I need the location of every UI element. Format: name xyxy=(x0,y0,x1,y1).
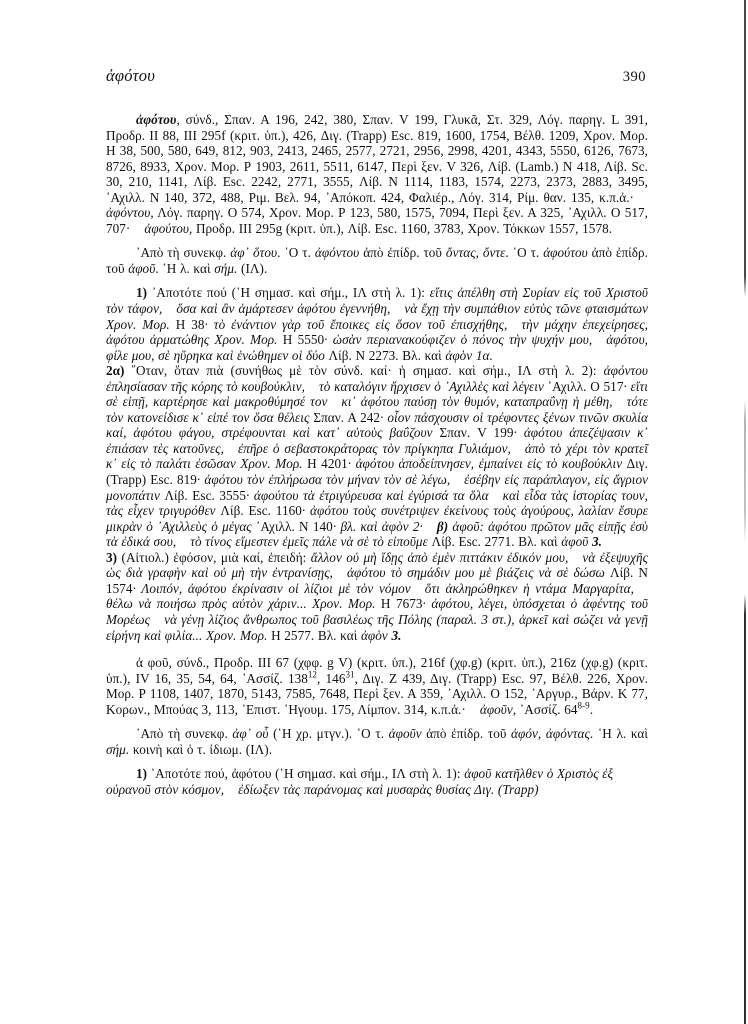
entry-afotou-sense-3: 3) (Αἰτιολ.) ἐφόσον, μιὰ καί, ἐπειδή: ἄλλον οὐ μὴ ἴδῃς ἀπὸ ἐμὲν πιττάκιν ἐδικόν μου, νὰ ἐξεψυχῆς ὡς διὰ γραφὴν καὶ οὐ μὴ τὴν ἐντρανίσῃς, ἀφότου τὸ σημάδιν μου μὲ βιάζεις νὰ σὲ δώσω Λίβ. Ν 1574· Λοιπόν, ἀφότου ἐκρίνασιν οἱ λίζιοι μὲ τὸν νόμον ὅτι ἀκληρώθηκεν ἡ ντάμα Μαργαρίτα,θέλω νὰ ποιήσω πρὸς αὐτὸν χάριν... Χρον. Μορ. Η 7673· ἀφότου, λέγει, ὑπόσχεται ὁ ἀφέντης τοῦ Μορέως νὰ γένῃ λίζιος ἄνθρωπος τοῦ βασιλέως τῆς Πόλης (παραλ. 3 στ.), ἀρκεῖ καὶ σώζει νὰ γενῇ εἰρήνη καὶ φιλία... Χρον. Μορ. Η 2577. Βλ. καὶ ἀφὸν 3. xyxy=(106,549,649,643)
entry-afotou-sense-2a: 2α) ῞Οταν, ὅταν πιὰ (συνήθως μὲ τὸν σύνδ. καί· ἡ σημασ. καὶ σήμ., ΙΛ στὴ λ. 2): ἀφόντου ἐπλησίασαν τῆς κόρης τὸ κουβούκλιν, τὸ καταλόγιν ἤρχισεν ὁ ᾿Αχιλλὲς καὶ λέγειν ᾿Αχιλλ. Ο 517· εἴτι σὲ εἰπῇ, καρτέρησε καὶ μακροθύμησέ τον κι᾿ ἀφότου παύσῃ τὸν θυμόν, καταπραΰνῃ ἡ μέθη, τότε τὸν κατονείδισε κ᾿ εἰπέ τον ὅσα θέλεις Σπαν. Α 242· οἷον πάσχουσιν οἱ τρέφοντες ξένων τινῶν σκυλία καί, ἀφότου φάγου, στρέφουνται καὶ κατ᾿ αὐτοὺς βαΰζουν Σπαν. V 199· ἀφότου ἀπεζέψασιν κ᾿ ἐπιάσαν τὲς κατοῦνες, ἐπῆρε ὁ σεβαστοκράτορας τὸν πρίγκηπα Γυλιάμον, ἀπὸ τὸ χέρι τὸν κρατεῖ κ᾿ εἰς τὸ παλάτι ἐσῶσαν Χρον. Μορ. Η 4201· ἀφότου ἀποδείπνησεν, ἐμπαίνει εἰς τὸ κουβούκλιν Διγ. (Trapp) Esc. 819· ἀφότου τὸν ἐπλήρωσα τὸν μήναν τὸν σὲ λέγω, ἐσέβην εἰς παράπλαγον, εἰς ἄγριον μονοπάτιν Λίβ. Esc. 3555· ἀφούτου τὰ ἐτριγύρευσα καὶ ἐγύρισά τα ὅλα καὶ εἶδα τὰς ἱστορίας τουν, τὰς εἶχεν τριγυρόθεν Λίβ. Esc. 1160· ἀφότου τοὺς συνέτριψεν ἐκείνους τοὺς ἀγούρους, λαλίαν ἔσυρε μικρὰν ὁ ᾿Αχιλλεὺς ὁ μέγας ᾿Αχιλλ. Ν 140· βλ. καὶ ἀφὸν 2· β) ἀφοῦ: ἀφότου πρῶτον μᾶς εἰπῇς ἐσὺ τὰ ἐδικά σου, τὸ τίνος εἴμεστεν ἐμεῖς πάλε νὰ σὲ τὸ εἰποῦμε Λίβ. Esc. 2771. Βλ. καὶ ἀφοῦ 3. xyxy=(106,363,649,550)
running-head-lemma: ἀφότου xyxy=(106,66,155,85)
entry-afotou-references: ἀφότου, σύνδ., Σπαν. Α 196, 242, 380, Σπαν. V 199, Γλυκᾶ, Στ. 329, Λόγ. παρηγ. L 391, Προδρ. ΙΙ 88, ΙΙΙ 295f (κριτ. ὑπ.), 426, Διγ. (Trapp) Esc. 819, 1600, 1754, Βέλθ. 1209, Χρον. Μορ. Η 38, 500, 580, 649, 812, 903, 2413, 2465, 2577, 2721, 2956, 2998, 4201, 4343, 5550, 6126, 7673, 8726, 8933, Χρον. Μορ. Ρ 1903, 2611, 5511, 6147, Περὶ ξεν. V 326, Λίβ. (Lamb.) Ν 418, Λίβ. Sc. 30, 210, 1141, Λίβ. Esc. 2242, 2771, 3555, Λίβ. Ν 1114, 1183, 1574, 2273, 2373, 2883, 3495, ᾿Αχιλλ. Ν 140, 372, 488, Ριμ. Βελ. 94, ᾿Απόκοπ. 424, Φαλιέρ., Λόγ. 314, Ρίμ. θαν. 135, κ.π.ἀ.·ἀφόντου, Λόγ. παρηγ. Ο 574, Χρον. Μορ. Ρ 123, 580, 1575, 7094, Περὶ ξεν. Α 325, ᾿Αχιλλ. Ο 517, 707· ἀφούτου, Προδρ. ΙΙΙ 295g (κριτ. ὑπ.), Λίβ. Esc. 1160, 3783, Χρον. Τόκκων 1557, 1578. xyxy=(106,112,648,236)
text-column xyxy=(106,112,648,797)
running-head xyxy=(106,66,646,86)
entry-afou-etymology: ᾿Απὸ τὴ συνεκφ. ἀφ᾿ οὗ (῾Η χρ. μτγν.). ῾Ο τ. ἀφοῦν ἀπὸ ἐπίδρ. τοῦ ἀφόν, ἀφόντας. ῾Η λ. καὶ σήμ. κοινὴ καὶ ὁ τ. ἰδιωμ. (ΙΛ). xyxy=(106,726,648,757)
entry-afotou-etymology: ᾿Απὸ τὴ συνεκφ. ἀφ᾿ ὅτου. ῾Ο τ. ἀφόντου ἀπὸ ἐπίδρ. τοῦ ὄντας, ὄντε. ῾Ο τ. ἀφούτου ἀπὸ ἐπίδρ. τοῦ ἀφοῦ. ῾Η λ. καὶ σήμ. (ΙΛ). xyxy=(106,245,649,276)
entry-afou-references: ἀ φοῦ, σύνδ., Προδρ. ΙΙΙ 67 (χφφ. g V) (κριτ. ὑπ.), 216f (χφ.g) (κριτ. ὑπ.), 216z (χφ.g) (κριτ. ὑπ.), IV 16, 35, 54, 64, ᾿Ασσίζ. $138^{12}$, $146^{31}$, Διγ. Ζ 439, Διγ. (Trapp) Esc. 97, Βέλθ. 226, Χρον. Μορ. Ρ 1108, 1407, 1870, 5143, 7585, 7648, Περὶ ξεν. Α 359, ᾿Αχιλλ. Ο 152, ᾿Αργυρ., Βάρν. Κ 77, Κορων., Μπούας 3, 113, ᾿Επιστ. ῾Ηγουμ. 175, Λίμπον. 314, κ.π.ἀ.· ἀφοῦν, ᾿Ασσίζ. 64$^{8-9}$. xyxy=(106,655,648,717)
entry-afotou-sense-1: 1) ᾿Αποτότε πού (῾Η σημασ. καὶ σήμ., ΙΛ στὴ λ. 1): εἴτις ἀπέλθη στὴ Συρίαν εἰς τοῦ Χριστοῦ τὸν τάφον, ὅσα καὶ ἂν ἁμάρτεσεν ἀφότου ἐγεννήθη, νὰ ἔχῃ τὴν συμπάθιον εὐτὺς τῶνε φταισμάτων Χρον. Μορ. Η 38· τὸ ἐνάντιον γὰρ τοῦ ἔποικες εἰς ὅσον τοῦ ἐπισχήθης, τὴν μάχην ἐπεχείρησες, ἀφότου ἀρματώθης Χρον. Μορ. Η 5550· ὡσὰν περιανακούφιζεν ὁ πόνος τὴν ψυχήν μου, ἀφότου, φίλε μου, σὲ ηὕρηκα καὶ ἑνώθημεν οἱ δύο Λίβ. Ν 2273. Βλ. καὶ ἀφὸν 1α. xyxy=(106,285,649,363)
page-number: 390 xyxy=(622,69,646,85)
entry-afou-sense-1: 1) ᾿Αποτότε πού, ἀφότου (῾Η σημασ. καὶ σήμ., ΙΛ στὴ λ. 1): ἀφοῦ κατῆλθεν ὁ Χριστὸς ἐξ οὐρανοῦ στὸν κόσμον, ἐδίωξεν τὰς παράνομας καὶ μυσαρὰς θυσίας Διγ. (Trapp) xyxy=(106,766,614,797)
